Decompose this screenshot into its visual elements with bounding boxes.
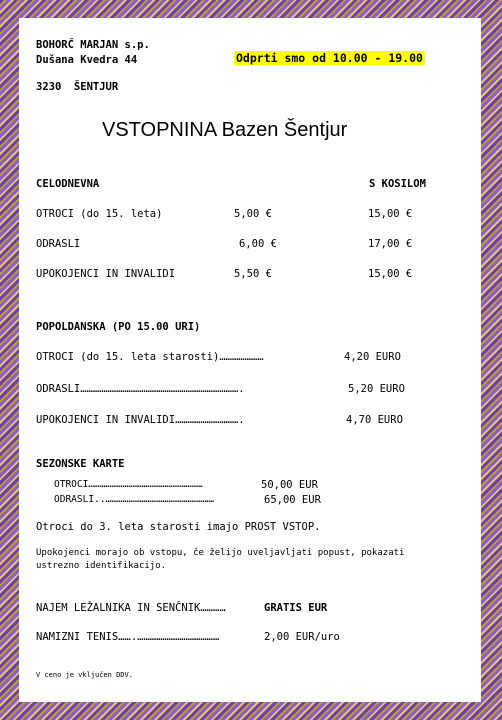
company-name: BOHORČ MARJAN s.p. xyxy=(36,39,150,51)
row-price: 5,50 € xyxy=(234,268,272,280)
section-heading-popoldanska: POPOLDANSKA (PO 15.00 URI) xyxy=(36,321,201,333)
row-price: 65,00 EUR xyxy=(264,494,321,506)
company-city: 3230 ŠENTJUR xyxy=(36,81,119,93)
row-price: 4,20 EURO xyxy=(344,351,401,363)
row-label: OTROCI (do 15. leta starosti)………………… xyxy=(36,351,264,363)
row-price: 5,20 EURO xyxy=(348,383,405,395)
row-label: NAMIZNI TENIS…….………………………………… xyxy=(36,631,220,643)
row-price: 5,00 € xyxy=(234,208,272,220)
row-label: OTROCI…………………………………………………… xyxy=(54,479,203,490)
row-price-lunch: 17,00 € xyxy=(368,238,413,250)
row-label: OTROCI (do 15. leta) xyxy=(36,208,163,220)
row-price: 2,00 EUR/uro xyxy=(264,631,340,643)
row-label: ODRASLI xyxy=(36,238,81,250)
row-label: UPOKOJENCI IN INVALIDI xyxy=(36,268,176,280)
row-price: 4,70 EURO xyxy=(346,414,403,426)
row-label: ODRASLI..………………………………………………… xyxy=(54,494,215,505)
page-title: VSTOPNINA Bazen Šentjur xyxy=(102,119,348,141)
footnote-vat: V ceno je vključen DDV. xyxy=(36,671,133,679)
row-price: GRATIS EUR xyxy=(264,602,328,614)
row-label: NAJEM LEŽALNIKA IN SENČNIK………… xyxy=(36,602,226,614)
section-heading-celodnevna: CELODNEVNA xyxy=(36,178,100,190)
company-street: Dušana Kvedra 44 xyxy=(36,54,138,66)
section-heading-sezonske: SEZONSKE KARTE xyxy=(36,458,125,470)
row-price: 6,00 € xyxy=(239,238,277,250)
row-price-lunch: 15,00 € xyxy=(368,268,413,280)
note-children-free: Otroci do 3. leta starosti imajo PROST VSTOP. xyxy=(36,521,321,533)
row-label: UPOKOJENCI IN INVALIDI…………………………. xyxy=(36,414,245,426)
opening-hours: Odprti smo od 10.00 - 19.00 xyxy=(236,51,423,65)
note-pensioners-line2: ustrezno identifikacijo. xyxy=(36,561,167,571)
row-price: 50,00 EUR xyxy=(261,479,318,491)
column-heading-lunch: S KOSILOM xyxy=(369,178,426,190)
row-label: ODRASLI…………………………………………………………………. xyxy=(36,383,245,395)
row-price-lunch: 15,00 € xyxy=(368,208,413,220)
note-pensioners-line1: Upokojenci morajo ob vstopu, če želijo uveljavljati popust, pokazati xyxy=(36,548,405,558)
